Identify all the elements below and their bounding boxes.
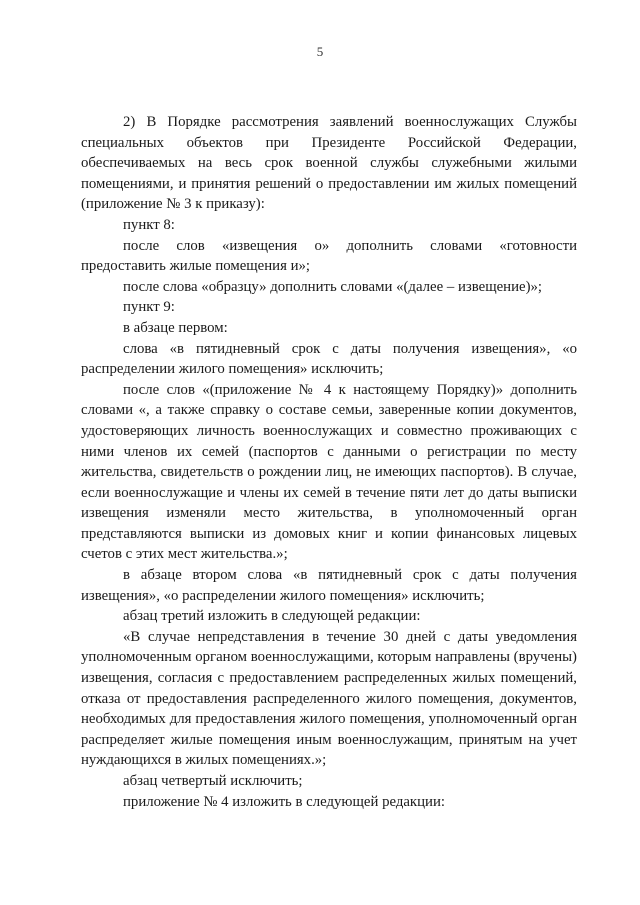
paragraph-6: в абзаце первом: bbox=[123, 319, 228, 336]
document-body bbox=[81, 112, 577, 812]
page-number: 5 bbox=[316, 44, 324, 59]
paragraph-4: после слова «образцу» дополнить словами «(далее – извещение)»; bbox=[123, 278, 543, 295]
paragraph-5: пункт 9: bbox=[123, 299, 175, 316]
paragraph-3: после слов «извещения о» дополнить словами «готовности предоставить жилые помещения и»; bbox=[81, 237, 577, 275]
paragraph-11: «В случае непредставления в течение 30 дней с даты уведомления уполномоченным органом военнослужащими, которым направлены (вручены) извещения, согласия с предоставлением распределенных жилых помещений, отказа от предоставления распределенного жилого помещения, документов, необходимых для предоставления жилого помещения, уполномоченный орган распределяет жилые помещения иным военнослужащим, принятым на учет нуждающихся в жилых помещениях.»; bbox=[81, 628, 577, 769]
paragraph-8: после слов «(приложение № 4 к настоящему Порядку)» дополнить словами «, а также справку о составе семьи, заверенные копии документов, удостоверяющих личность военнослужащих и совместно проживающих с ними членов их семей (паспортов с данными о регистрации по месту жительства, свидетельств о рождении лиц, не имеющих паспортов). В случае, если военнослужащие и члены их семей в течение пяти лет до даты выписки извещения изменяли место жительства, в уполномоченный орган представляются выписки из домовых книг и копии финансовых лицевых счетов с этих мест жительства.»; bbox=[81, 381, 577, 563]
paragraph-13: приложение № 4 изложить в следующей редакции: bbox=[123, 793, 445, 810]
paragraph-10: абзац третий изложить в следующей редакции: bbox=[123, 608, 421, 625]
paragraph-9: в абзаце втором слова «в пятидневный срок с даты получения извещения», «о распределении жилого помещения» исключить; bbox=[81, 567, 577, 604]
paragraph-2: пункт 8: bbox=[123, 216, 175, 233]
paragraph-12: абзац четвертый исключить; bbox=[123, 773, 303, 789]
paragraph-1: 2) В Порядке рассмотрения заявлений военнослужащих Службы специальных объектов при Президенте Российской Федерации, обеспечиваемых на весь срок военной службы служебными жилыми помещениями, и принятия решений о предоставлении им жилых помещений (приложение № 3 к приказу): bbox=[81, 114, 577, 213]
paragraph-7: слова «в пятидневный срок с даты получения извещения», «о распределении жилого помещения» исключить; bbox=[81, 340, 577, 378]
